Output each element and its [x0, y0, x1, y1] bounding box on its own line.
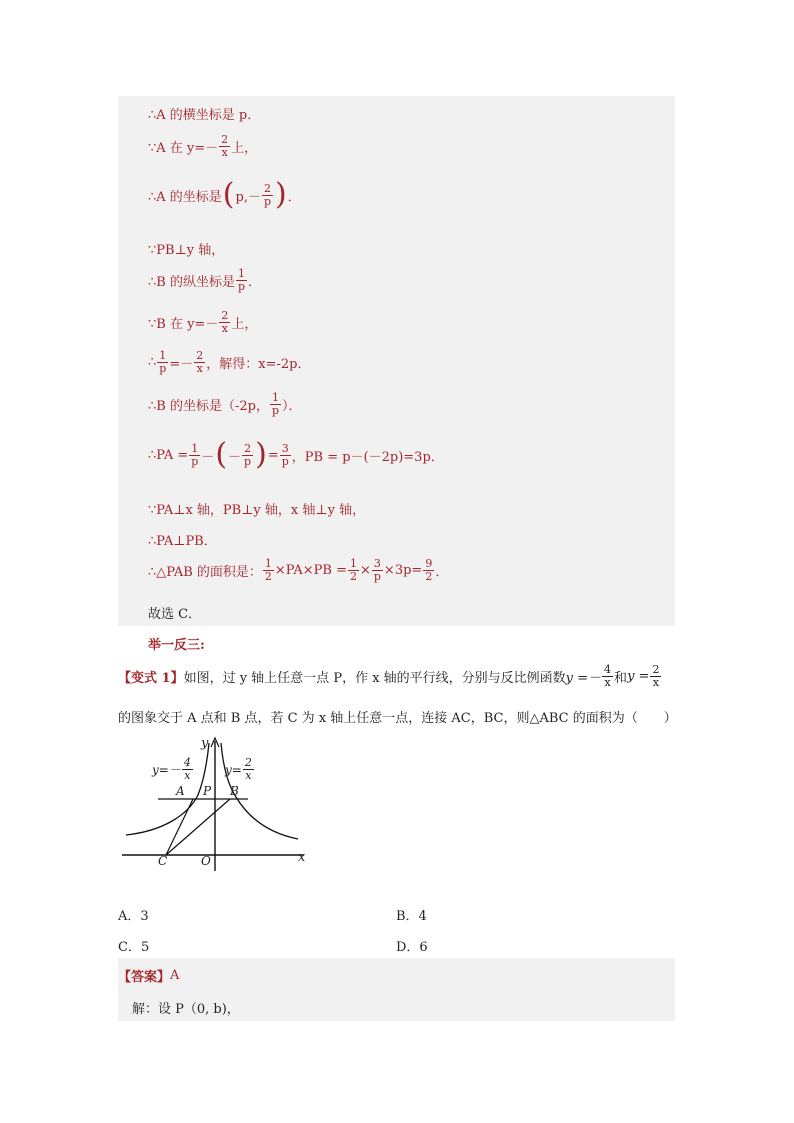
- figure-y-axis-label: y: [201, 736, 209, 751]
- figure-point-B: B: [230, 784, 239, 798]
- solution-line-6: ∵B 在 y=－ $\frac{2}{x}$ 上，: [148, 309, 258, 335]
- option-d[interactable]: D．6: [396, 940, 428, 955]
- fraction: $\frac{3}{p}$: [373, 557, 381, 583]
- solution-line-10: ∵PA⊥x 轴，PB⊥y 轴，x 轴⊥y 轴，: [148, 503, 366, 518]
- solution-line-11: ∴PA⊥PB．: [148, 534, 217, 549]
- fraction: $\frac{2}{x}$: [221, 133, 229, 159]
- fraction: $\frac{2}{x}$: [652, 663, 660, 689]
- solution-line-5: ∴B 的纵坐标是 $\frac{1}{p}$ ．: [148, 267, 262, 293]
- fraction: $\frac{1}{p}$: [159, 349, 167, 375]
- variant-question-line-1: 【变式 1】 如图，过 y 轴上任意一点 P，作 x 轴的平行线，分别与反比例函数 y =－ $\frac{4}{x}$ 和 y = $\frac{2}{x}$: [118, 663, 660, 689]
- fraction: $\frac{1}{p}$: [271, 391, 279, 417]
- figure-point-A: A: [176, 784, 185, 798]
- fraction: $\frac{1}{2}$: [349, 557, 357, 583]
- figure-label-left-curve: y=－ $\frac{4}{x}$: [152, 756, 191, 782]
- figure-label-right-curve: y= $\frac{2}{x}$: [225, 756, 252, 782]
- solution-line-13: 故选 C．: [148, 607, 202, 622]
- solution-line-8: ∴B 的坐标是（-2p， $\frac{1}{p}$ ）．: [148, 391, 302, 417]
- option-a[interactable]: A．3: [118, 909, 149, 924]
- answer-line: [118, 966, 179, 985]
- answer-tag: 【答案】: [118, 970, 171, 985]
- fraction: $\frac{2}{x}$: [221, 309, 229, 335]
- figure-point-P: P: [203, 784, 212, 798]
- solution-line-7: ∴ $\frac{1}{p}$ =－ $\frac{2}{x}$ ，解得：x=-2p．: [148, 349, 311, 375]
- fraction: $\frac{9}{2}$: [425, 557, 433, 583]
- fraction: $\frac{2}{x}$: [196, 349, 204, 375]
- variant-tag: 【变式 1】: [118, 671, 184, 686]
- fraction: $\frac{4}{x}$: [604, 663, 612, 689]
- solution-line-2: ∵A 在 y=－ $\frac{2}{x}$ 上，: [148, 133, 258, 159]
- fraction: $\frac{2}{p}$: [244, 441, 252, 468]
- figure-point-C: C: [158, 854, 168, 868]
- function-graph-figure: [118, 735, 318, 875]
- option-c[interactable]: C．5: [118, 940, 150, 955]
- fraction: $\frac{3}{p}$: [281, 441, 289, 468]
- figure-x-axis-label: x: [298, 850, 306, 865]
- answer-explanation: 解：设 P（0, b)，: [132, 1002, 240, 1017]
- solution-line-3: ∴A 的坐标是 ( p,－ $\frac{2}{p}$ ) ．: [148, 177, 301, 212]
- solution-line-4: ∵PB⊥y 轴，: [148, 243, 225, 258]
- fraction: $\frac{1}{p}$: [237, 267, 246, 293]
- fraction: $\frac{1}{p}$: [191, 441, 199, 468]
- section-title: 举一反三:: [148, 638, 205, 653]
- answer-value: A: [170, 968, 180, 983]
- option-b[interactable]: B．4: [396, 909, 427, 924]
- solution-line-12: ∴△PAB 的面积是： $\frac{1}{2}$ ×PA×PB = $\frac{1}{2}$ × $\frac{3}{p}$ ×3p= $\frac{9}{2}$ ．: [148, 557, 449, 583]
- solution-line-1: ∴A 的横坐标是 p．: [148, 108, 261, 123]
- solution-line-9: ∴PA = $\frac{1}{p}$ － ( － $\frac{2}{p}$ ) = $\frac{3}{p}$ ，PB = p－(－2p)=3p．: [148, 437, 444, 472]
- fraction: $\frac{2}{p}$: [263, 181, 272, 208]
- fraction: $\frac{1}{2}$: [264, 557, 272, 583]
- variant-question-line-2: 的图象交于 A 点和 B 点，若 C 为 x 轴上任意一点，连接 AC，BC，则△ABC 的面积为（ ）: [118, 711, 677, 726]
- figure-point-O: O: [201, 854, 211, 868]
